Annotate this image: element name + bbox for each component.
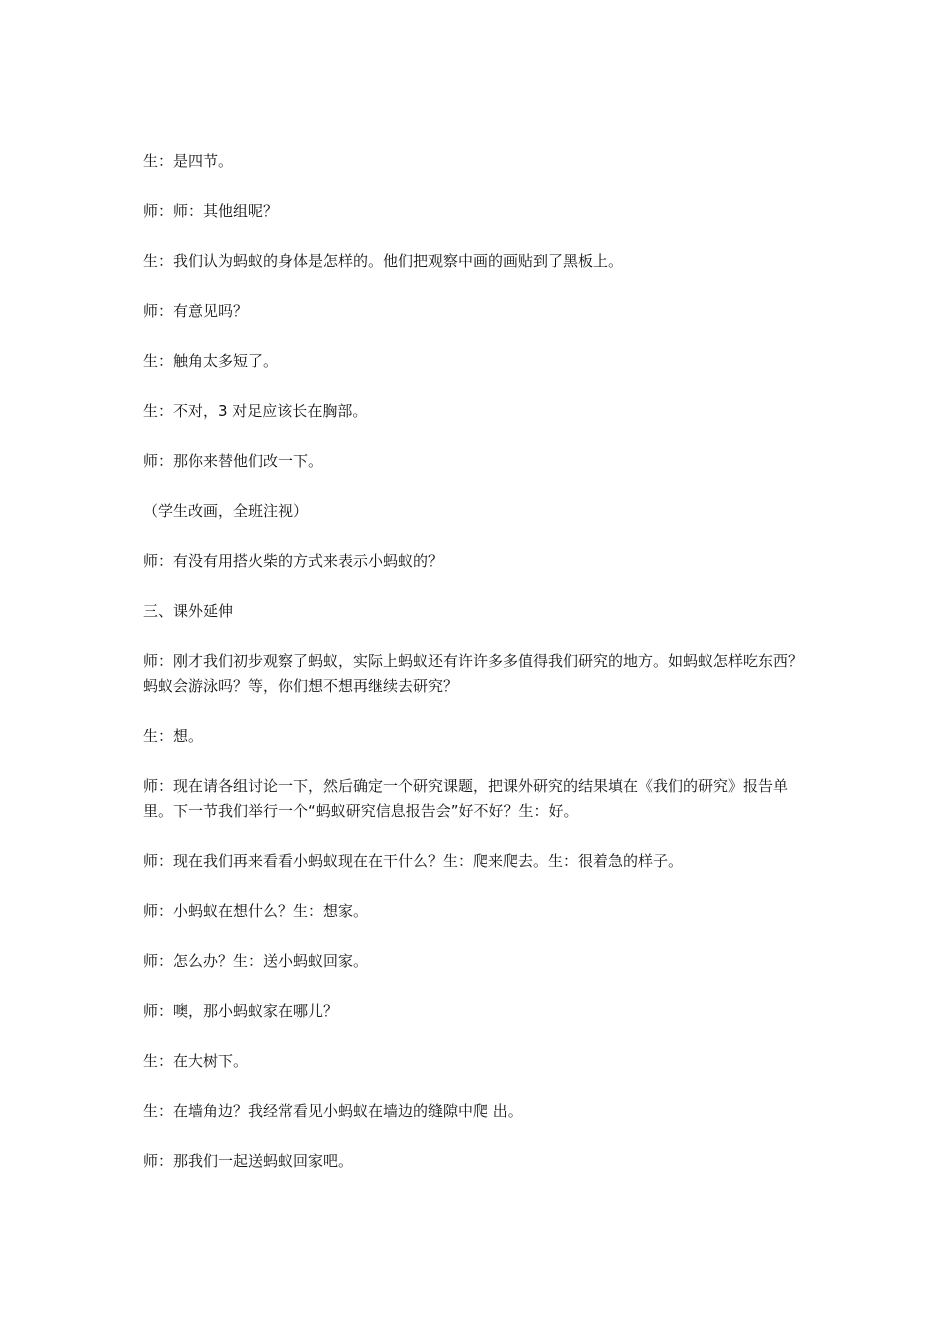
paragraph-12: 生：想。 xyxy=(143,727,204,745)
paragraph-6: 生：不对，3 对足应该长在胸部。 xyxy=(143,402,368,420)
paragraph-20: 师：那我们一起送蚂蚁回家吧。 xyxy=(143,1152,354,1170)
paragraph-15: 师：小蚂蚁在想什么？生：想家。 xyxy=(143,902,369,920)
paragraph-4: 师：有意见吗？ xyxy=(143,302,249,320)
document-body xyxy=(143,149,808,1199)
paragraph-13: 师：现在请各组讨论一下，然后确定一个研究课题，把课外研究的结果填在《我们的研究》报告单里。下一节我们举行一个“蚂蚁研究信息报告会”好不好？生：好。 xyxy=(143,777,789,820)
paragraph-8: （学生改画，全班注视） xyxy=(143,502,309,520)
paragraph-1: 生：是四节。 xyxy=(143,152,234,170)
paragraph-7: 师：那你来替他们改一下。 xyxy=(143,452,324,470)
paragraph-16: 师：怎么办？生：送小蚂蚁回家。 xyxy=(143,952,369,970)
paragraph-11: 师：刚才我们初步观察了蚂蚁，实际上蚂蚁还有许许多多值得我们研究的地方。如蚂蚁怎样吃东西？蚂蚁会游泳吗？等，你们想不想再继续去研究？ xyxy=(143,652,804,695)
section-heading: 三、课外延伸 xyxy=(143,602,234,620)
paragraph-19: 生：在墙角边？我经常看见小蚂蚁在墙边的缝隙中爬 出。 xyxy=(143,1102,523,1120)
paragraph-5: 生：触角太多短了。 xyxy=(143,352,279,370)
paragraph-2: 师：师：其他组呢？ xyxy=(143,202,279,220)
paragraph-14: 师：现在我们再来看看小蚂蚁现在在干什么？生：爬来爬去。生：很着急的样子。 xyxy=(143,852,684,870)
paragraph-9: 师：有没有用搭火柴的方式来表示小蚂蚁的？ xyxy=(143,552,444,570)
paragraph-17: 师：噢，那小蚂蚁家在哪儿？ xyxy=(143,1002,339,1020)
paragraph-18: 生：在大树下。 xyxy=(143,1052,249,1070)
paragraph-3: 生：我们认为蚂蚁的身体是怎样的。他们把观察中画的画贴到了黑板上。 xyxy=(143,252,624,270)
